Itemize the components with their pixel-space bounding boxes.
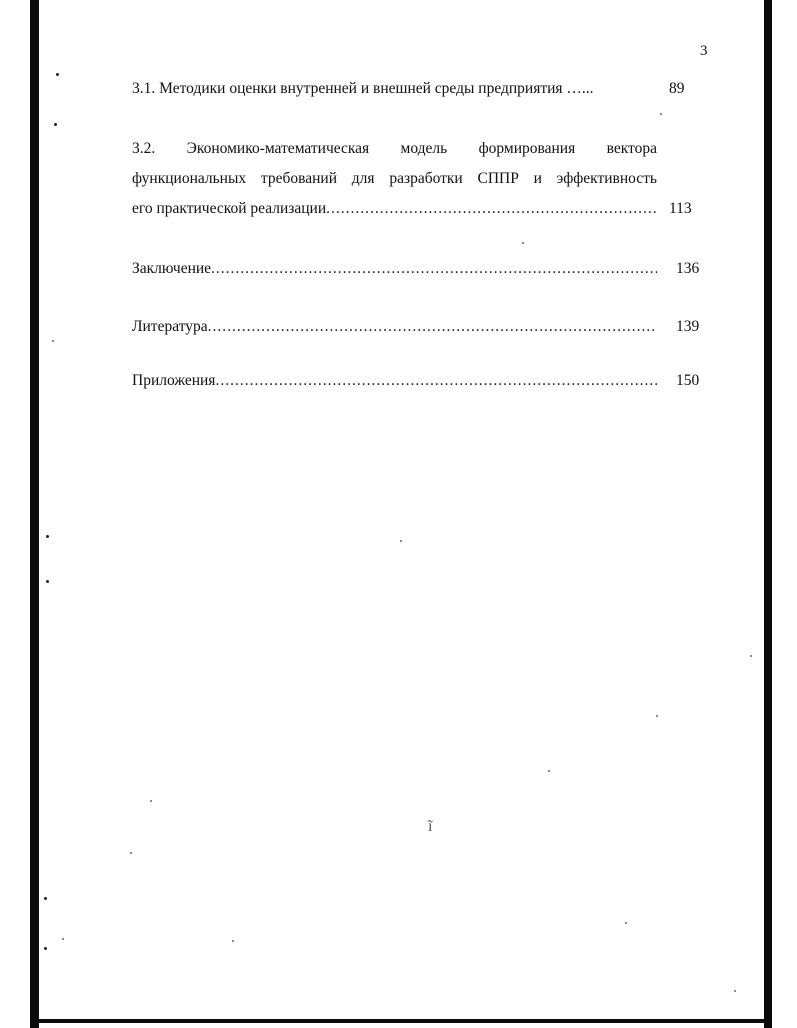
page-number: 3 <box>700 43 708 59</box>
scan-speck <box>52 340 54 342</box>
scan-speck <box>734 990 736 992</box>
scan-speck <box>548 770 550 772</box>
scan-speck <box>150 800 152 802</box>
toc-entry-title: Литература <box>132 318 208 335</box>
scan-speck <box>44 947 47 950</box>
toc-entry-conclusion <box>132 254 657 284</box>
toc-entry-3-1 <box>132 74 657 104</box>
scan-speck <box>400 540 402 542</box>
scan-speck <box>54 123 57 126</box>
scan-speck <box>660 113 662 115</box>
toc-entry-title-line: 3.2. Экономико-математическая модель формирования вектора <box>132 140 657 157</box>
scan-speck <box>56 73 59 76</box>
toc-entry-appendices <box>132 366 657 396</box>
scan-speck <box>130 852 132 854</box>
toc-entry-title: 3.1. Методики оценки внутренней и внешней среды предприятия …... <box>132 80 594 97</box>
scan-speck <box>46 535 49 538</box>
scan-bottom-edge <box>30 1019 772 1023</box>
toc-entry-title-line: его практической реализации ..... <box>132 194 657 224</box>
scan-speck <box>44 897 47 900</box>
toc-entry-title: Приложения <box>132 372 216 389</box>
scan-scratch-mark: ĩ <box>428 818 433 835</box>
dot-leader <box>326 194 657 224</box>
toc-entry-3-2 <box>132 134 657 224</box>
dot-leader <box>208 312 657 342</box>
scan-speck <box>62 938 64 940</box>
dot-leader <box>211 254 657 284</box>
scan-speck <box>46 580 49 583</box>
scan-speck <box>625 922 627 924</box>
toc-page-number: 136 <box>676 260 700 277</box>
toc-page-number: 139 <box>676 318 700 335</box>
toc-entry-title-line: функциональных требований для разработки СППР и эффективность <box>132 170 657 187</box>
scan-speck <box>656 715 658 717</box>
toc-entry-literature <box>132 312 657 342</box>
toc-page-number: 150 <box>676 372 700 389</box>
scan-speck <box>750 655 752 657</box>
toc-page-number: 89 <box>669 80 685 97</box>
scan-left-edge <box>30 0 39 1028</box>
toc-page-number: 113 <box>669 200 692 217</box>
scan-speck <box>522 242 524 244</box>
scan-speck <box>232 940 234 942</box>
toc-entry-title: Заключение <box>132 260 212 277</box>
dot-leader <box>215 366 657 396</box>
scan-right-edge <box>764 0 772 1028</box>
